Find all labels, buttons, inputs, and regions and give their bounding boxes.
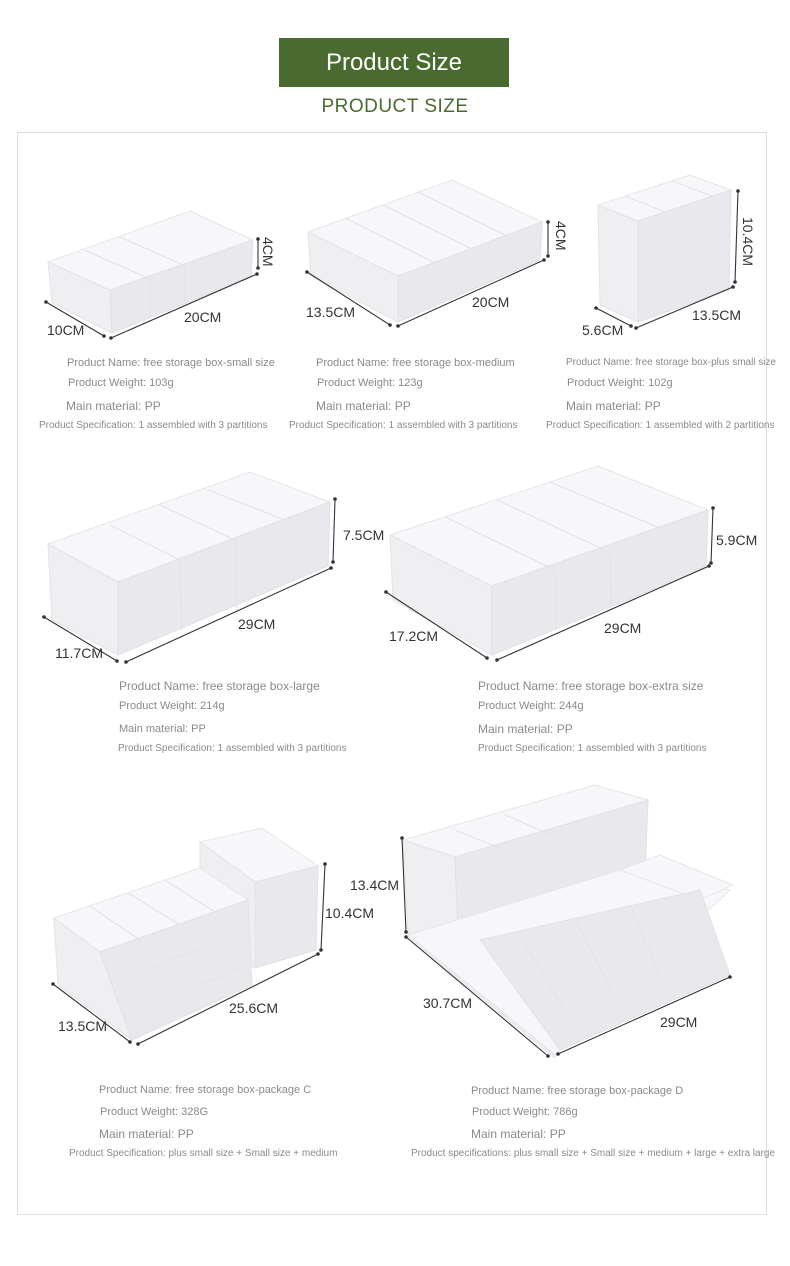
small-length-label: 20CM — [184, 309, 222, 325]
plus-small-height-label: 10.4CM — [740, 217, 756, 267]
large-main-material: Main material: PP — [119, 723, 206, 735]
medium-length-label: 20CM — [472, 294, 510, 310]
plus-small-product-name: Product Name: free storage box-plus small size — [566, 357, 777, 368]
medium-product-weight: Product Weight: 123g — [317, 377, 423, 389]
package-d-product-name: Product Name: free storage box-package D — [471, 1085, 684, 1097]
small-product-name: Product Name: free storage box-small size — [67, 357, 275, 369]
plus-small-main-material: Main material: PP — [566, 399, 661, 413]
box-package-c-image — [54, 828, 318, 1040]
product-size-subtitle: PRODUCT SIZE — [321, 96, 469, 117]
package-d-product-spec: Product specifications: plus small size + Small size + medium + large + extra large — [411, 1148, 776, 1159]
large-depth-label: 11.7CM — [55, 645, 103, 661]
product-size-banner: Product Size — [279, 38, 509, 87]
package-d-product-weight: Product Weight: 786g — [472, 1106, 578, 1118]
plus-small-product-spec: Product Specification: 1 assembled with 2 partitions — [546, 420, 775, 431]
package-c-product-name: Product Name: free storage box-package C — [99, 1084, 312, 1096]
extra-height-label: 5.9CM — [716, 532, 758, 548]
medium-product-spec: Product Specification: 1 assembled with 3 partitions — [289, 420, 518, 431]
package-d-length-label: 29CM — [660, 1014, 698, 1030]
plus-small-depth-label: 5.6CM — [582, 322, 624, 338]
large-product-name: Product Name: free storage box-large — [119, 679, 320, 693]
box-small-image — [48, 211, 253, 333]
extra-depth-label: 17.2CM — [389, 628, 439, 644]
package-c-main-material: Main material: PP — [99, 1127, 194, 1141]
small-height-label: 4CM — [260, 237, 276, 267]
package-d-main-material: Main material: PP — [471, 1127, 566, 1141]
package-d-depth-label: 30.7CM — [423, 995, 473, 1011]
small-product-spec: Product Specification: 1 assembled with 3 partitions — [39, 420, 268, 431]
plus-small-length-label: 13.5CM — [692, 307, 742, 323]
large-length-label: 29CM — [238, 616, 276, 632]
medium-depth-label: 13.5CM — [306, 304, 356, 320]
medium-product-name: Product Name: free storage box-medium — [316, 357, 515, 369]
extra-product-name: Product Name: free storage box-extra size — [478, 679, 704, 693]
package-c-length-label: 25.6CM — [229, 1000, 279, 1016]
medium-height-label: 4CM — [553, 221, 569, 251]
small-main-material: Main material: PP — [66, 399, 161, 413]
package-c-height-label: 10.4CM — [325, 905, 375, 921]
box-large-image — [48, 472, 330, 655]
extra-product-spec: Product Specification: 1 assembled with 3 partitions — [478, 743, 707, 754]
extra-length-label: 29CM — [604, 620, 642, 636]
small-depth-label: 10CM — [47, 322, 85, 338]
small-product-weight: Product Weight: 103g — [68, 377, 174, 389]
extra-main-material: Main material: PP — [478, 722, 573, 736]
package-c-depth-label: 13.5CM — [58, 1018, 108, 1034]
large-product-spec: Product Specification: 1 assembled with 3 partitions — [118, 743, 347, 754]
package-d-height-label: 13.4CM — [350, 877, 400, 893]
large-height-label: 7.5CM — [343, 527, 385, 543]
package-c-product-spec: Product Specification: plus small size + Small size + medium — [69, 1148, 338, 1159]
box-extra-size-image — [390, 466, 708, 655]
medium-main-material: Main material: PP — [316, 399, 411, 413]
box-plus-small-image — [598, 175, 731, 322]
plus-small-product-weight: Product Weight: 102g — [567, 377, 673, 389]
large-product-weight: Product Weight: 214g — [119, 700, 225, 712]
extra-product-weight: Product Weight: 244g — [478, 700, 584, 712]
package-c-product-weight: Product Weight: 328G — [100, 1106, 209, 1118]
